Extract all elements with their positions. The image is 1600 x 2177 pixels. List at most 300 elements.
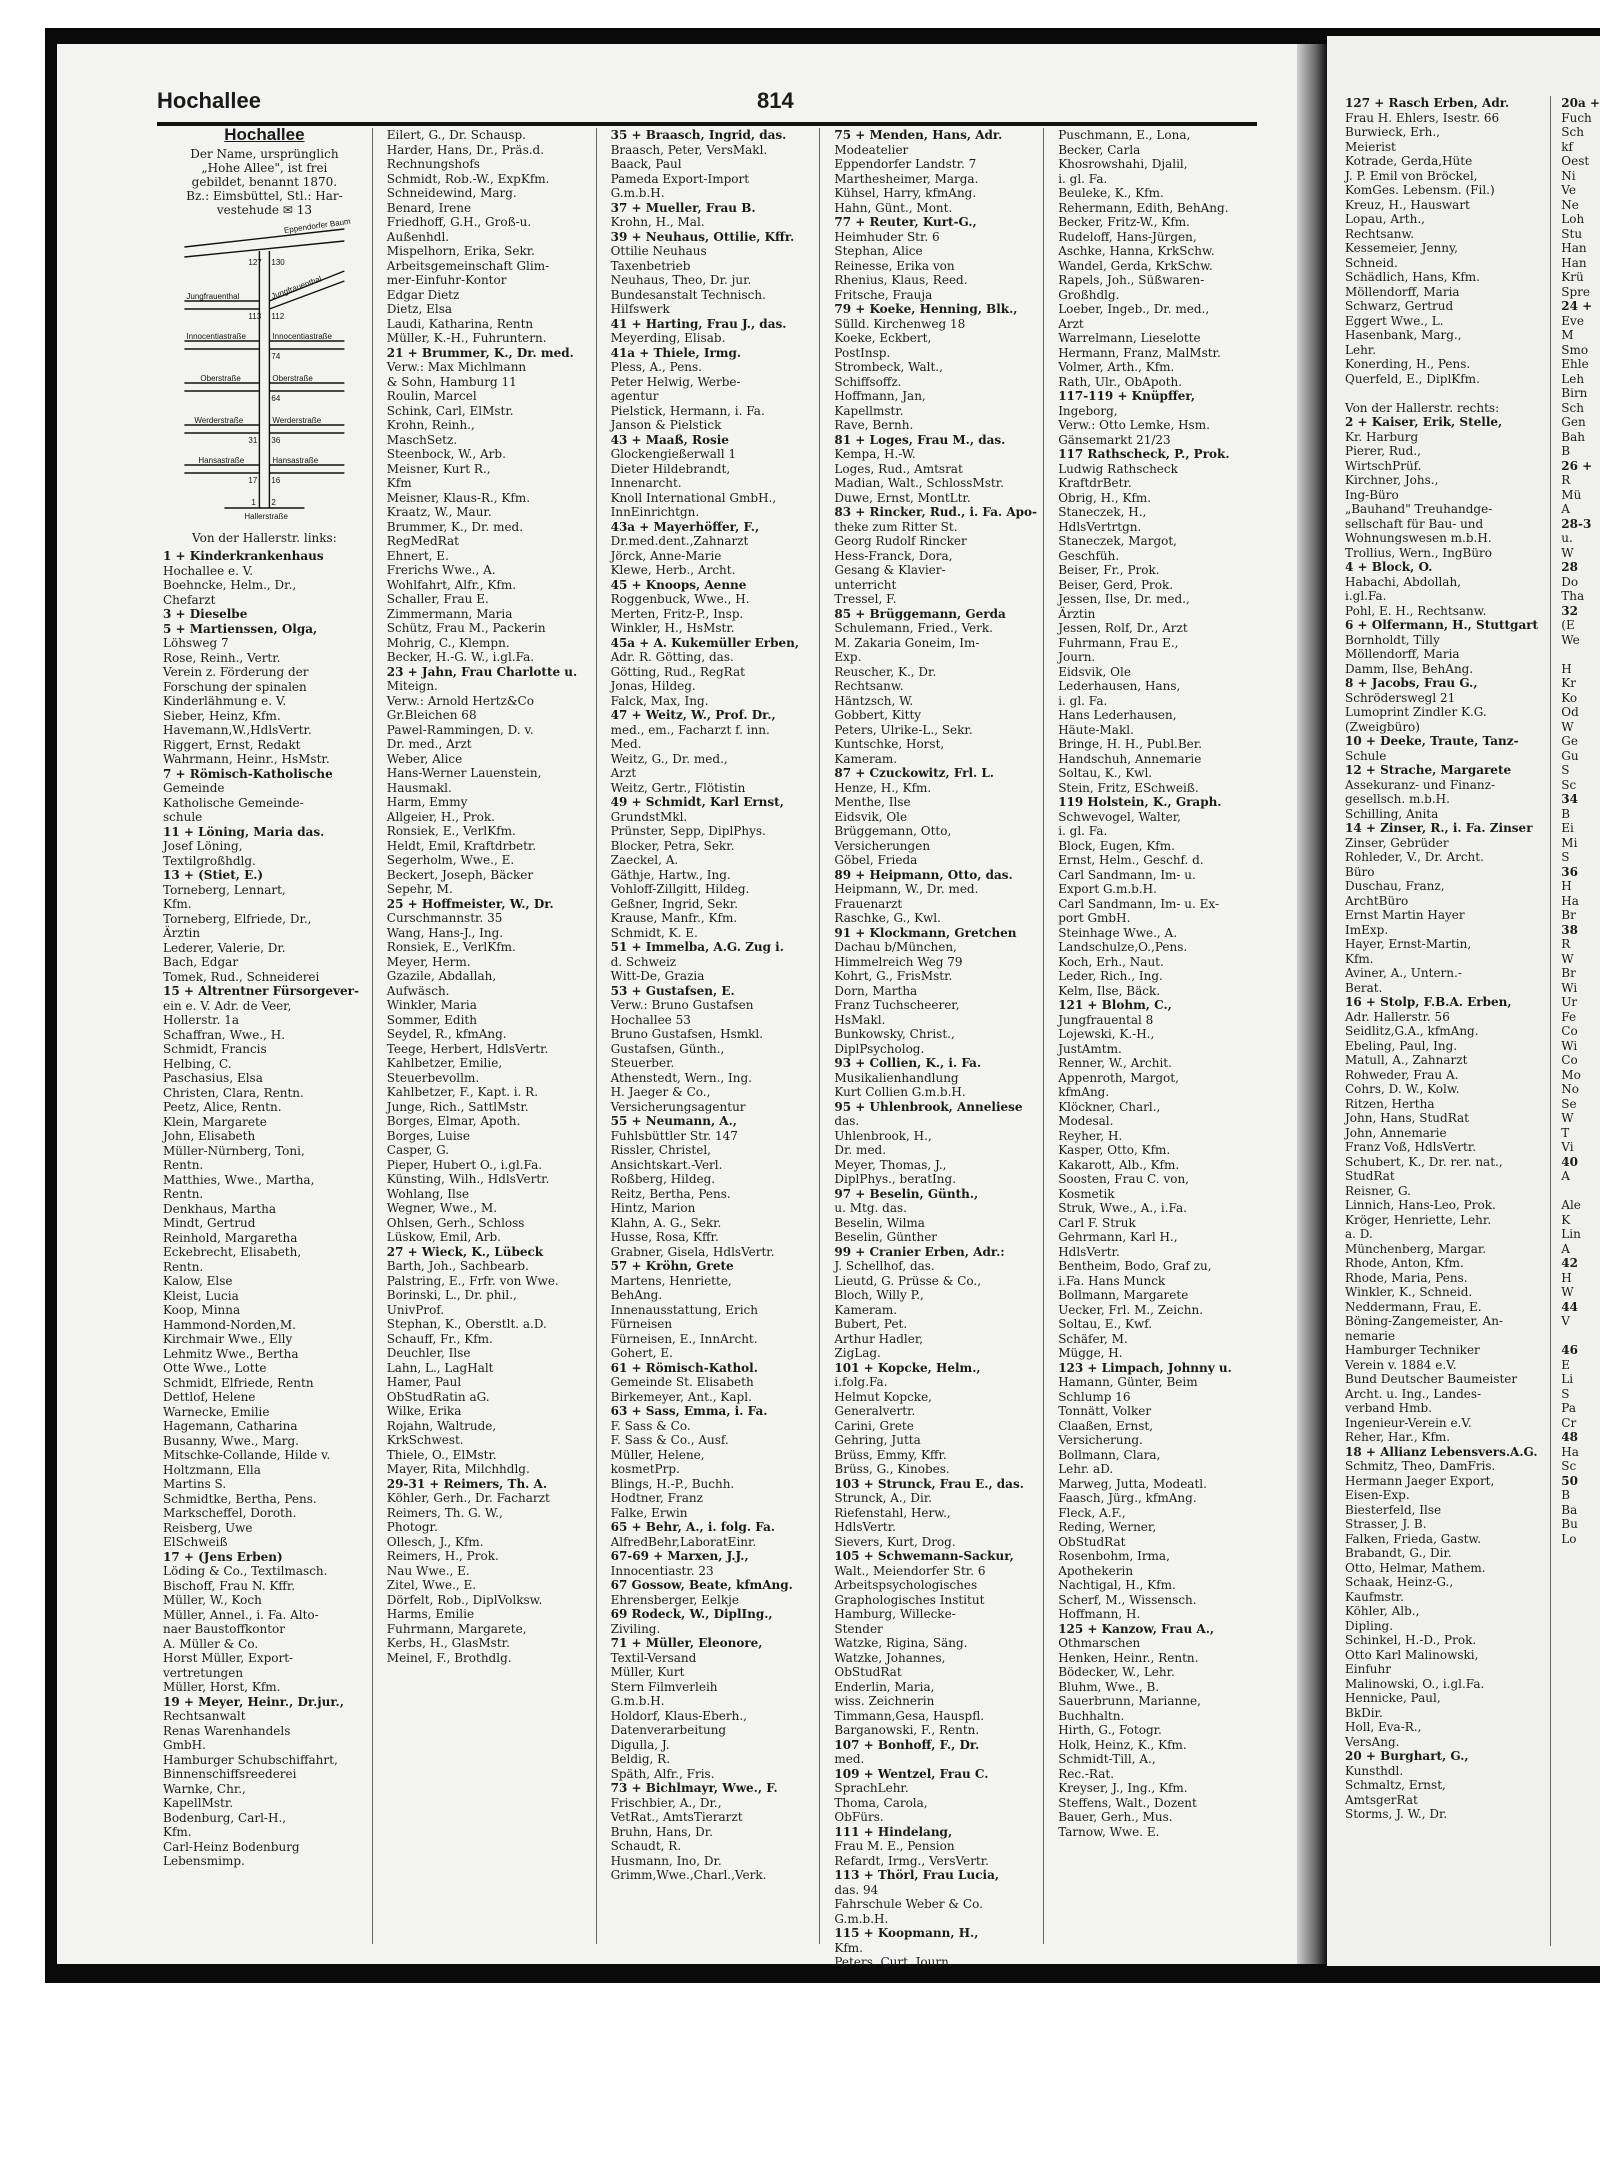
resident-entry: Hammond-Norden,M. (163, 1317, 296, 1332)
map-label: Werderstraße (194, 415, 244, 425)
next-page-entry: Rohweder, Frau A. (1345, 1067, 1459, 1082)
next-page-entry: Schröderswegl 21 (1345, 690, 1456, 705)
map-label: Innocentiastraße (186, 331, 246, 341)
next-page-entry: 127 + Rasch Erben, Adr. (1345, 96, 1510, 110)
resident-entry: Glockengießerwall 1 (610, 447, 737, 461)
house-number-entry: 1 + Kinderkrankenhaus (163, 549, 324, 563)
next-page-entry: Holl, Eva-R., (1345, 1720, 1422, 1734)
resident-entry: Sülld. Kirchenweg 18 (834, 316, 966, 331)
resident-entry: Menthe, Ilse (834, 795, 911, 809)
street-title: Hochallee (224, 125, 305, 144)
next-page-entry (1561, 1184, 1600, 1199)
next-page-entry: Rechtsanw. (1345, 226, 1415, 241)
resident-entry: Lehmitz Wwe., Bertha (163, 1346, 299, 1361)
resident-entry: Beldig, R. (610, 1752, 671, 1766)
resident-entry: Horst Müller, Export- (163, 1651, 294, 1665)
house-number-entry: 79 + Koeke, Henning, Blk., (834, 302, 1018, 316)
resident-entry: Reding, Werner, (1058, 1520, 1157, 1534)
resident-entry: Journ. (1058, 650, 1096, 664)
map-num: 113 (248, 311, 262, 321)
resident-entry: Scherf, M., Wissensch. (1058, 1592, 1197, 1607)
next-page-entry: Bund Deutscher Baumeister (1345, 1372, 1518, 1386)
next-page-entry: 20a + (1561, 96, 1600, 110)
resident-entry: Rhenius, Klaus, Reed. (834, 273, 968, 287)
next-page-entry: Rhode, Anton, Kfm. (1345, 1256, 1464, 1270)
next-page-entry: 34 (1561, 792, 1578, 806)
resident-entry: Brüss, Emmy, Kffr. (834, 1447, 947, 1462)
resident-entry: Rechtsanw. (834, 679, 904, 693)
resident-entry: Schaudt, R. (610, 1839, 682, 1853)
resident-entry: das. 94 (834, 1882, 879, 1897)
resident-entry: Lahn, L., LagHalt (386, 1360, 494, 1375)
resident-entry: F. Sass & Co., Ausf. (610, 1433, 729, 1447)
resident-entry: Buchhaltn. (1058, 1708, 1125, 1723)
intro-line: vestehude ✉ 13 (216, 202, 312, 217)
resident-entry: Blings, H.-P., Buchh. (610, 1476, 735, 1491)
resident-entry: Josef Löning, (163, 839, 243, 853)
resident-entry: Kerbs, H., GlasMstr. (386, 1636, 510, 1650)
resident-entry: Kelm, Ilse, Bäck. (1058, 983, 1161, 998)
intro-line: gebildet, benannt 1870. (191, 174, 338, 189)
resident-entry: PostInsp. (834, 345, 891, 360)
resident-entry: Lederhausen, Hans, (1058, 679, 1181, 693)
resident-entry: Gehrmann, Karl H., (1058, 1230, 1178, 1244)
resident-entry: Verw.: Otto Lemke, Hsm. (1058, 418, 1210, 432)
next-page-entry: Habachi, Abdollah, (1345, 574, 1461, 589)
next-page-entry: H (1561, 661, 1572, 676)
next-page-entry: E (1561, 1357, 1571, 1372)
resident-entry: Winkler, H., HsMstr. (610, 621, 735, 635)
resident-entry: Bentheim, Bodo, Graf zu, (1058, 1259, 1212, 1273)
next-page-entry: (Zweigbüro) (1345, 719, 1420, 734)
map-label: Oberstraße (200, 373, 241, 383)
next-page-entry: Sc (1561, 1459, 1577, 1473)
next-page-entry: Bu (1561, 1517, 1578, 1531)
resident-entry: Timmann,Gesa, Hauspfl. (834, 1708, 985, 1723)
resident-entry: u. Mtg. das. (834, 1201, 907, 1215)
intro-line: Bz.: Eimsbüttel, Stl.: Har- (186, 188, 343, 203)
next-page-entry: 28 (1561, 560, 1578, 574)
directory-columns (157, 125, 1267, 1969)
next-page-entry: Storms, J. W., Dr. (1345, 1807, 1448, 1821)
resident-entry: Frau M. E., Pension (834, 1839, 955, 1853)
house-number-entry: 47 + Weitz, W., Prof. Dr., (610, 708, 776, 722)
house-number-entry: 41 + Harting, Frau J., das. (610, 316, 787, 331)
next-page-entry: Kröger, Henriette, Lehr. (1345, 1212, 1492, 1227)
resident-entry: Kfm (386, 476, 412, 490)
resident-entry: Rudeloff, Hans-Jürgen, (1058, 229, 1197, 244)
house-number-entry: 113 + Thörl, Frau Lucia, (834, 1868, 1000, 1882)
resident-entry: i. gl. Fa. (1058, 171, 1108, 186)
resident-entry: Peters, Curt, Journ. (834, 1955, 953, 1969)
resident-entry: Schmidt, K. E. (610, 925, 698, 940)
resident-entry: DiplPhys., beratIng. (834, 1172, 957, 1186)
resident-entry: Kosmetik (1058, 1186, 1115, 1201)
house-number-entry: 67 Gossow, Beate, kfmAng. (610, 1578, 793, 1592)
next-page-entry: Ne (1561, 197, 1579, 212)
resident-entry: Katholische Gemeinde- (163, 795, 304, 810)
next-page-entry: Wi (1561, 1038, 1578, 1053)
resident-entry: Rentn. (163, 1187, 204, 1201)
street-map-diagram (163, 216, 366, 523)
resident-entry: Handschuh, Annemarie (1058, 751, 1202, 766)
resident-entry: Rechtsanwalt (163, 1709, 246, 1723)
next-page-entry: Kr (1561, 676, 1576, 690)
resident-entry: Carini, Grete (834, 1418, 914, 1433)
next-page-entry: Aviner, A., Untern.- (1345, 966, 1462, 980)
next-page-entry: Ing-Büro (1345, 487, 1399, 502)
resident-entry: Ehrensberger, Eelkje (610, 1592, 739, 1607)
resident-entry: Hoffmann, Jan, (834, 389, 926, 403)
resident-entry: Krause, Manfr., Kfm. (610, 911, 738, 925)
resident-entry: Neuhaus, Theo, Dr. jur. (610, 273, 752, 287)
resident-entry: Klewe, Herb., Archt. (610, 563, 736, 577)
house-number-entry: 99 + Cranier Erben, Adr.: (834, 1244, 1005, 1259)
resident-entry: Reimers, H., Prok. (386, 1549, 499, 1563)
resident-entry: ObStudRat (834, 1665, 902, 1679)
resident-entry: Sauerbrunn, Marianne, (1058, 1694, 1201, 1708)
resident-entry: Renner, W., Archit. (1058, 1056, 1172, 1070)
resident-entry: Brüggemann, Otto, (834, 824, 952, 838)
next-page-entry: 44 (1561, 1299, 1578, 1314)
resident-entry: Schmidt, Francis (163, 1042, 267, 1056)
column-3 (605, 128, 821, 1944)
house-number-entry: 55 + Neumann, A., (610, 1114, 737, 1128)
next-page-entry: u. (1561, 531, 1573, 545)
resident-entry: Reuscher, K., Dr. (834, 664, 937, 679)
resident-entry: Fahrschule Weber & Co. (834, 1897, 983, 1911)
next-page-entry: BkDir. (1345, 1705, 1383, 1720)
resident-entry: Reyher, H. (1058, 1128, 1123, 1143)
resident-entry: Becker, Carla (1058, 142, 1141, 157)
resident-entry: Torneberg, Lennart, (163, 882, 286, 897)
house-number-entry: 15 + Altrentner Fürsorgever- (163, 984, 359, 998)
resident-entry: med. (834, 1752, 865, 1766)
resident-entry: Beuleke, K., Kfm. (1058, 186, 1164, 200)
resident-entry: Grabner, Gisela, HdlsVertr. (610, 1244, 775, 1259)
next-page-entry: Wohnungswesen m.b.H. (1345, 531, 1492, 545)
resident-entry: Kfm. (163, 1825, 192, 1839)
next-page-entry: Hennicke, Paul, (1345, 1691, 1441, 1705)
resident-entry: Großhdlg. (1058, 287, 1120, 302)
house-number-entry: 81 + Loges, Frau M., das. (834, 432, 1006, 447)
resident-entry: Frauenarzt (834, 896, 903, 911)
next-page-entry: Lumoprint Zindler K.G. (1345, 705, 1487, 719)
house-number-entry: 65 + Behr, A., i. folg. Fa. (610, 1520, 776, 1534)
resident-entry: ElSchweiß (163, 1535, 228, 1549)
resident-entry: med., em., Facharzt f. inn. (610, 722, 770, 737)
resident-entry: Fürneisen, E., InnArcht. (610, 1331, 758, 1346)
next-page-entry: Archt. u. Ing., Landes- (1345, 1386, 1482, 1401)
resident-entry: Henze, H., Kfm. (834, 780, 932, 795)
resident-entry: Sieber, Heinz, Kfm. (163, 708, 281, 723)
map-num: 17 (248, 475, 258, 485)
resident-entry: Palstring, E., Frfr. von Wwe. (386, 1273, 559, 1288)
house-number-entry: 35 + Braasch, Ingrid, das. (610, 128, 787, 142)
next-page-entry: Sc (1561, 777, 1577, 792)
resident-entry: Jonas, Hildeg. (610, 679, 696, 693)
resident-entry: Späth, Alfr., Fris. (610, 1766, 715, 1781)
resident-entry: Lieutd, G. Prüsse & Co., (834, 1273, 982, 1288)
map-label: Oberstraße (272, 373, 313, 383)
resident-entry: Fritsche, Frauja (834, 287, 933, 302)
resident-entry: Reitz, Bertha, Pens. (610, 1186, 731, 1201)
resident-entry: Verw.: Bruno Gustafsen (610, 998, 754, 1012)
map-num: 1 (251, 497, 256, 507)
next-page-entry: Brabandt, G., Dir. (1345, 1546, 1452, 1560)
resident-entry: Nachtigal, H., Kfm. (1058, 1578, 1176, 1592)
resident-entry: Verw.: Max Michlmann (386, 360, 527, 374)
next-page-entry: 10 + Deeke, Traute, Tanz- (1345, 734, 1519, 748)
next-page-entry: gesellsch. m.b.H. (1345, 792, 1450, 806)
resident-entry: Falck, Max, Ing. (610, 693, 709, 708)
resident-entry: Schütz, Frau M., Packerin (386, 621, 546, 635)
resident-entry: GmbH. (163, 1738, 206, 1752)
resident-entry: InnEinrichtgn. (610, 505, 700, 519)
resident-entry: Heipmann, W., Dr. med. (834, 882, 979, 896)
next-page-entry: Ha (1561, 1444, 1579, 1459)
resident-entry: Bruno Gustafsen, Hsmkl. (610, 1027, 764, 1041)
resident-entry: Rentn. (163, 1158, 204, 1172)
next-page-entry: Winkler, K., Schneid. (1345, 1285, 1473, 1299)
next-page-entry: Meierist (1345, 139, 1396, 154)
next-page-entry: Rohleder, V., Dr. Archt. (1345, 850, 1484, 864)
next-page-entry: Tha (1561, 589, 1585, 603)
resident-entry: Borinski, L., Dr. phil., (386, 1288, 517, 1302)
resident-entry: Köhler, Gerh., Dr. Facharzt (386, 1491, 550, 1505)
resident-entry: Steuerbevollm. (386, 1070, 480, 1085)
resident-entry: Fuhrmann, Margarete, (386, 1621, 527, 1636)
map-label: Werderstraße (272, 415, 322, 425)
house-number-entry: 101 + Kopcke, Helm., (834, 1360, 981, 1375)
map-num: 64 (271, 393, 281, 403)
resident-entry: Müller, Helene, (610, 1447, 705, 1462)
resident-entry: Kohrt, G., FrisMstr. (834, 969, 953, 983)
resident-entry: Jessen, Rolf, Dr., Arzt (1058, 621, 1188, 635)
resident-entry: Hilfswerk (610, 302, 670, 316)
resident-entry: Rec.-Rat. (1058, 1766, 1115, 1781)
next-page-entry: Kirchner, Johs., (1345, 473, 1439, 487)
resident-entry: Sepehr, M. (386, 882, 453, 896)
next-page-entry: No (1561, 1082, 1580, 1096)
next-page-entry: Matull, A., Zahnarzt (1345, 1053, 1468, 1067)
next-page-entry: Hamburger Techniker (1345, 1343, 1480, 1357)
resident-entry: Rath, Ulr., ObApoth. (1058, 374, 1183, 389)
next-page-entry: Vi (1561, 1140, 1574, 1154)
resident-entry: Denkhaus, Martha (163, 1201, 277, 1216)
resident-entry: Thiele, O., ElMstr. (386, 1447, 497, 1462)
resident-entry: Schiffsoffz. (834, 374, 902, 389)
resident-entry: Modeatelier (834, 142, 909, 157)
resident-entry: & Sohn, Hamburg 11 (386, 374, 517, 389)
house-number-entry: 69 Rodeck, W., DiplIng., (610, 1607, 773, 1621)
next-page-entry: Trollius, Wern., IngBüro (1345, 545, 1493, 560)
resident-entry: Pawel-Rammingen, D. v. (386, 722, 534, 737)
next-page-entry: ArchtBüro (1345, 893, 1409, 908)
resident-entry: Textil-Versand (610, 1650, 697, 1665)
map-num: 74 (271, 351, 281, 361)
next-page-entry: a. D. (1345, 1227, 1373, 1241)
intro-line: „Hohe Allee", ist frei (201, 160, 328, 175)
next-page-entry: Se (1561, 1096, 1577, 1111)
resident-entry: Holdorf, Klaus-Eberh., (610, 1708, 747, 1723)
house-number-entry: 95 + Uhlenbrook, Anneliese (834, 1099, 1023, 1114)
resident-entry: Benard, Irene (386, 200, 472, 215)
resident-entry: Mispelhorn, Erika, Sekr. (386, 244, 535, 258)
resident-entry: Rehermann, Edith, BehAng. (1058, 200, 1229, 215)
resident-entry: Deuchler, Ilse (386, 1346, 471, 1360)
next-page-entry: H (1561, 1270, 1572, 1285)
house-number-entry: 103 + Strunck, Frau E., das. (834, 1476, 1024, 1491)
resident-entry: Krohn, H., Mal. (610, 215, 705, 229)
resident-entry: Gohert, E. (610, 1346, 673, 1360)
next-page-entry: Ehle (1561, 357, 1589, 371)
resident-entry: Meisner, Klaus-R., Kfm. (386, 490, 531, 505)
resident-entry: Beckert, Joseph, Bäcker (386, 867, 534, 882)
house-number-entry: 87 + Czuckowitz, Frl. L. (834, 766, 994, 780)
resident-entry: kosmetPrp. (610, 1462, 680, 1476)
next-page-entry: Hayer, Ernst-Martin, (1345, 937, 1472, 951)
next-page-entry: Schmitz, Theo, DamFris. (1345, 1459, 1496, 1473)
resident-entry: Aschke, Hanna, KrkSchw. (1058, 244, 1215, 258)
resident-entry: Warrelmann, Lieselotte (1058, 331, 1201, 345)
house-number-entry: 39 + Neuhaus, Ottilie, Kffr. (610, 229, 795, 244)
resident-entry: Merten, Fritz-P., Insp. (610, 606, 744, 621)
resident-entry: J. Schellhof, das. (834, 1259, 935, 1273)
resident-entry: i. gl. Fa. (1058, 824, 1108, 838)
resident-entry: Hausmakl. (386, 780, 452, 795)
resident-entry: theke zum Ritter St. (834, 519, 958, 534)
resident-entry: Exp. (834, 650, 862, 664)
resident-entry: Kahlbetzer, F., Kapt. i. R. (386, 1085, 539, 1099)
entries-list (163, 549, 366, 1869)
resident-entry: Athenstedt, Wern., Ing. (610, 1070, 752, 1085)
house-number-entry: 105 + Schwemann-Sackur, (834, 1549, 1014, 1563)
next-page-entry: Schwarz, Gertrud (1345, 299, 1454, 313)
next-page-entry: Schule (1345, 748, 1387, 763)
resident-entry: Ollesch, J., Kfm. (386, 1534, 484, 1549)
resident-entry: Marweg, Jutta, Modeatl. (1058, 1476, 1207, 1491)
resident-entry: Laudi, Katharina, Rentn (386, 316, 534, 331)
resident-entry: KapellMstr. (163, 1796, 234, 1810)
resident-entry: Obrig, H., Kfm. (1058, 490, 1152, 505)
next-page-entry: Möllendorff, Maria (1345, 284, 1460, 299)
resident-entry: Musikalienhandlung (834, 1070, 959, 1085)
resident-entry: Bach, Edgar (163, 955, 239, 969)
resident-entry: Mohrig, C., Klempn. (386, 635, 510, 650)
next-page-entry: A (1561, 1241, 1570, 1256)
next-page-entry: Kessemeier, Jenny, (1345, 241, 1458, 255)
next-page-entry: J. P. Emil von Bröckel, (1345, 168, 1478, 183)
next-page-entry: Birn (1561, 386, 1588, 400)
resident-entry: Wohlang, Ilse (386, 1186, 470, 1201)
resident-entry: Zimmermann, Maria (386, 606, 513, 621)
resident-entry: Pieper, Hubert O., i.gl.Fa. (386, 1157, 543, 1172)
next-page-entry: 4 + Block, O. (1345, 560, 1433, 574)
next-page-entry: Od (1561, 705, 1579, 719)
resident-entry: Klöckner, Charl., (1058, 1099, 1161, 1114)
resident-entry: HsMakl. (834, 1012, 886, 1027)
next-page-entry: Assekuranz- und Finanz- (1345, 777, 1495, 792)
resident-entry: Beselin, Günther (834, 1230, 938, 1244)
next-page-entry: Gen (1561, 415, 1586, 429)
resident-entry: Hirth, G., Fotogr. (1058, 1723, 1162, 1737)
resident-entry: Roßberg, Hildeg. (610, 1172, 716, 1186)
map-num: 127 (248, 257, 262, 267)
resident-entry: Ärztin (1058, 606, 1096, 621)
resident-entry: Hans Lederhausen, (1058, 708, 1177, 722)
resident-entry: H. Jaeger & Co., (610, 1085, 711, 1099)
next-page-entry: Linnich, Hans-Leo, Prok. (1345, 1198, 1496, 1212)
resident-entry: Gzazile, Abdallah, (386, 969, 497, 983)
resident-entry: Binnenschiffsreederei (163, 1767, 297, 1781)
resident-entry: Witt-De, Grazia (610, 969, 705, 983)
entries-list (1058, 128, 1261, 1839)
next-page-entry: Möllendorff, Maria (1345, 647, 1460, 661)
resident-entry: Henken, Heinr., Rentn. (1058, 1650, 1199, 1665)
next-page-entry: Lopau, Arth., (1345, 212, 1425, 226)
resident-entry: Grimm,Wwe.,Charl.,Verk. (610, 1868, 767, 1882)
page-header (157, 66, 1257, 126)
resident-entry: Harms, Emilie (386, 1607, 475, 1621)
next-page-entry: sellschaft für Bau- und (1345, 516, 1484, 531)
resident-entry: Stern Filmverleih (610, 1679, 718, 1694)
resident-entry: Roggenbuck, Wwe., H. (610, 592, 750, 606)
next-page-entry: We (1561, 632, 1580, 647)
resident-entry: wiss. Zeichnerin (834, 1694, 935, 1708)
resident-entry: Meyer, Thomas, J., (834, 1157, 947, 1172)
resident-entry: Falke, Erwin (610, 1505, 688, 1520)
resident-entry: Landschulze,O.,Pens. (1058, 940, 1188, 954)
house-number-entry: 83 + Rincker, Rud., i. Fa. Apo- (834, 505, 1038, 519)
resident-entry: UnivProf. (386, 1302, 445, 1317)
next-page-entry: Rhode, Maria, Pens. (1345, 1270, 1468, 1285)
resident-entry: Fuhrmann, Frau E., (1058, 635, 1179, 650)
resident-entry: Warnecke, Emilie (163, 1404, 270, 1419)
resident-entry: Frerichs Wwe., A. (386, 563, 496, 577)
resident-entry: Beiser, Gerd, Prok. (1058, 577, 1174, 592)
resident-entry: Khosrowshahi, Djalil, (1058, 157, 1188, 171)
resident-entry: Becker, H.-G. W., i.gl.Fa. (386, 650, 535, 664)
next-page-entry: 50 (1561, 1473, 1578, 1488)
resident-entry: Mindt, Gertrud (163, 1216, 256, 1230)
resident-entry: Gemeinde (163, 781, 225, 795)
resident-entry: Edgar Dietz (386, 287, 460, 302)
resident-entry: Rapels, Joh., Süßwaren- (1058, 273, 1205, 287)
resident-entry: Lehr. aD. (1058, 1462, 1114, 1476)
resident-entry: Apothekerin (1058, 1563, 1134, 1578)
next-page-entry: Damm, Ilse, BehAng. (1345, 661, 1474, 676)
resident-entry: Seydel, R., kfmAng. (386, 1027, 507, 1041)
resident-entry: Gustafsen, Günth., (610, 1041, 725, 1056)
next-page-entry: KomGes. Lebensm. (Fil.) (1345, 183, 1495, 197)
resident-entry: G.m.b.H. (834, 1911, 889, 1926)
map-num: 2 (271, 497, 276, 507)
resident-entry: Bödecker, W., Lehr. (1058, 1665, 1175, 1679)
entries-list (387, 128, 590, 1665)
resident-entry: Georg Rudolf Rincker (834, 534, 967, 548)
resident-entry: Ottilie Neuhaus (610, 244, 707, 258)
next-page-entry: Wi (1561, 980, 1578, 995)
resident-entry: Zitel, Wwe., E. (386, 1578, 477, 1592)
house-number-entry: 3 + Dieselbe (163, 607, 248, 621)
next-page-entry: Spre (1561, 284, 1591, 299)
next-page-entry: Pohl, E. H., Rechtsanw. (1345, 603, 1487, 618)
resident-entry: Weitz, Gertr., Flötistin (610, 780, 746, 795)
next-page-entry: nemarie (1345, 1328, 1396, 1343)
resident-entry: Kuntschke, Horst, (834, 737, 945, 751)
resident-entry: Schmidt, Elfriede, Rentn (163, 1375, 314, 1390)
